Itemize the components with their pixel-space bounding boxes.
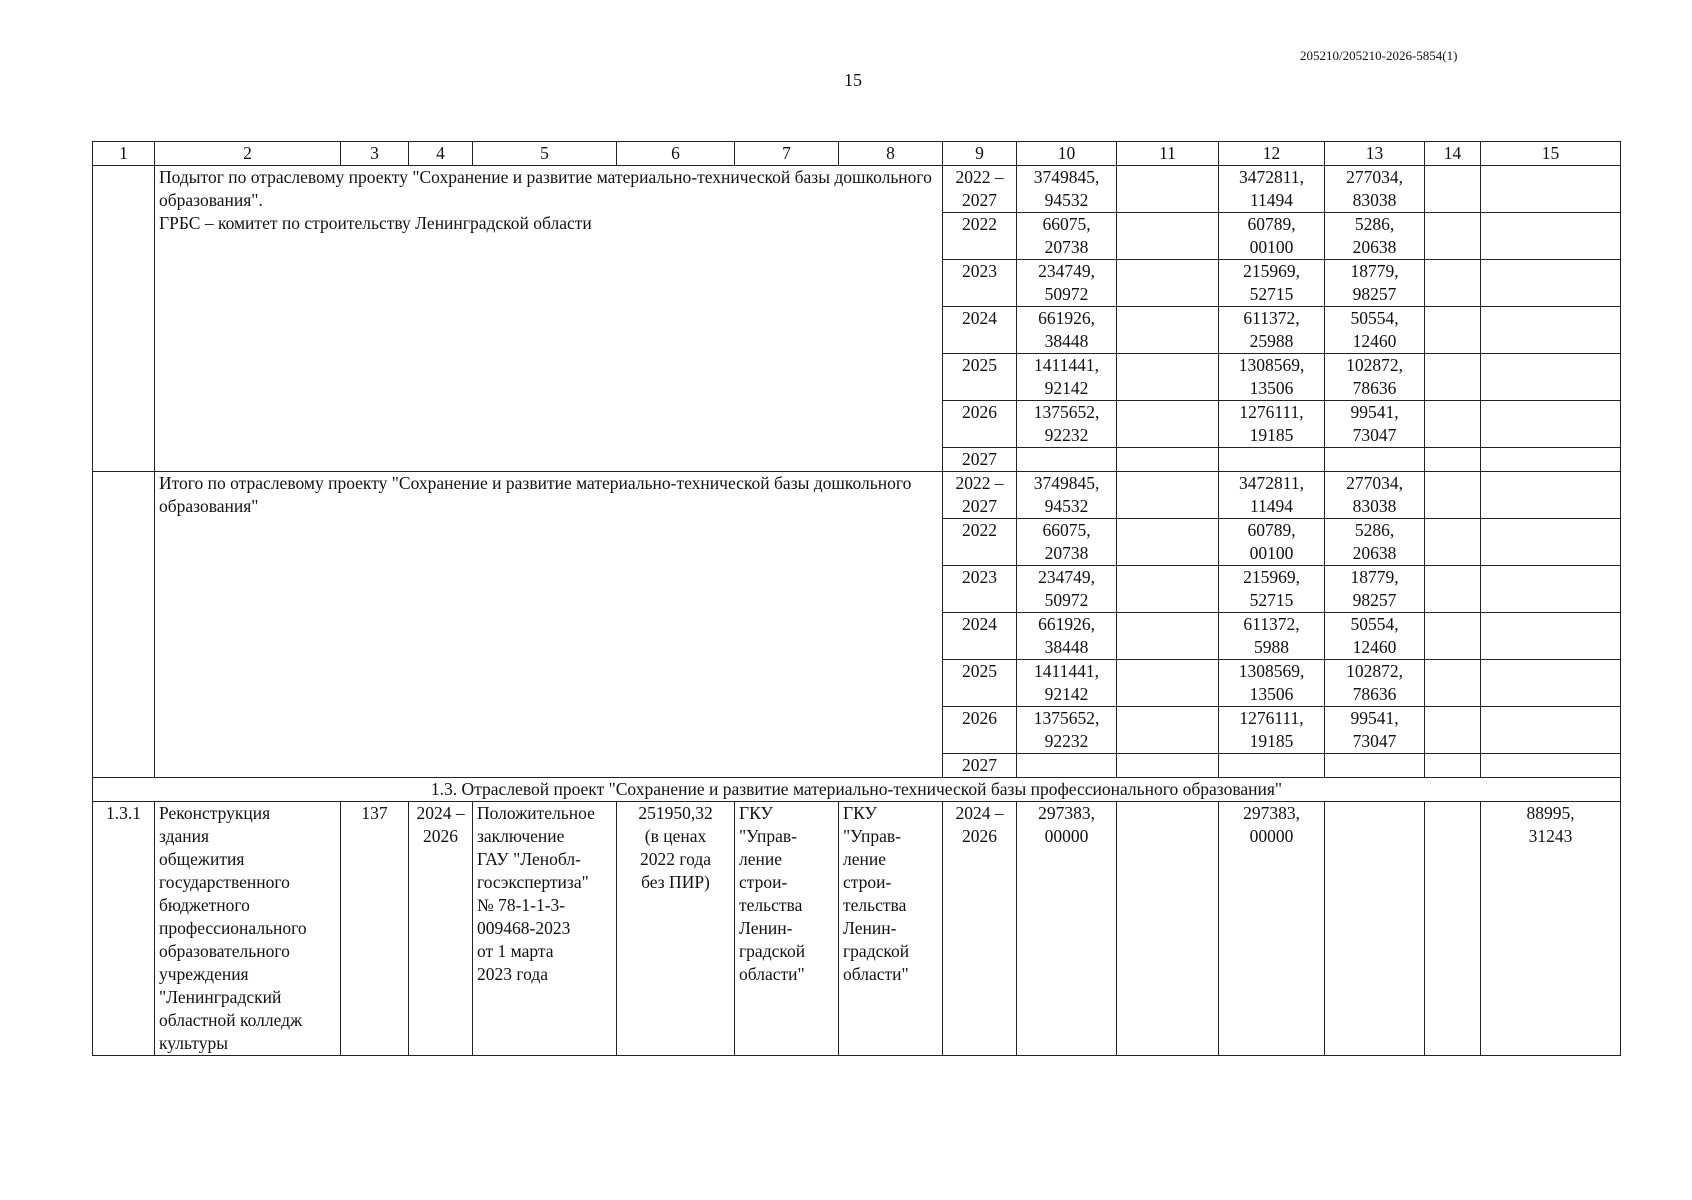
note-cell — [1481, 213, 1621, 260]
local-cell: 102872, 78636 — [1325, 354, 1425, 401]
item-period: 2024 – 2026 — [409, 802, 473, 1056]
column-header: 13 — [1325, 142, 1425, 166]
item-customer: ГКУ "Управ- ление строи- тельства Ленин- градской области" — [735, 802, 839, 1056]
year-cell: 2024 — [943, 307, 1017, 354]
year-cell: 2023 — [943, 566, 1017, 613]
year-cell: 2022 — [943, 519, 1017, 566]
item-expertise: Положительное заключение ГАУ "Ленобл- госэкспертиза" № 78-1-1-3- 009468-2023 от 1 марта 2023 года — [473, 802, 617, 1056]
item-name: Реконструкция здания общежития государственного бюджетного профессионального образовательного учреждения "Ленинградский областной колледж культуры — [155, 802, 341, 1056]
regional-cell: 611372, 25988 — [1219, 307, 1325, 354]
regional-cell — [1219, 754, 1325, 778]
total-cell — [1017, 754, 1117, 778]
column-header: 15 — [1481, 142, 1621, 166]
other-cell — [1425, 260, 1481, 307]
regional-cell: 611372, 5988 — [1219, 613, 1325, 660]
column-header: 11 — [1117, 142, 1219, 166]
item-row — [93, 802, 1621, 1056]
item-other — [1425, 802, 1481, 1056]
note-cell — [1481, 519, 1621, 566]
federal-cell — [1117, 260, 1219, 307]
subtotal-row — [93, 472, 1621, 519]
note-cell — [1481, 260, 1621, 307]
note-cell — [1481, 448, 1621, 472]
local-cell: 102872, 78636 — [1325, 660, 1425, 707]
total-cell: 661926, 38448 — [1017, 613, 1117, 660]
regional-cell — [1219, 448, 1325, 472]
other-cell — [1425, 213, 1481, 260]
column-header: 9 — [943, 142, 1017, 166]
subtotal-row — [93, 166, 1621, 213]
column-header: 6 — [617, 142, 735, 166]
federal-cell — [1117, 707, 1219, 754]
year-cell: 2025 — [943, 660, 1017, 707]
column-header: 7 — [735, 142, 839, 166]
year-cell: 2022 – 2027 — [943, 166, 1017, 213]
local-cell — [1325, 754, 1425, 778]
other-cell — [1425, 472, 1481, 519]
note-cell — [1481, 660, 1621, 707]
block-subtitle: ГРБС – комитет по строительству Ленинградской области — [159, 213, 592, 233]
row-number-cell — [93, 166, 155, 472]
column-header: 14 — [1425, 142, 1481, 166]
note-cell — [1481, 401, 1621, 448]
regional-cell: 3472811, 11494 — [1219, 472, 1325, 519]
regional-cell: 215969, 52715 — [1219, 566, 1325, 613]
total-cell: 66075, 20738 — [1017, 519, 1117, 566]
total-cell: 1375652, 92232 — [1017, 401, 1117, 448]
regional-cell: 60789, 00100 — [1219, 519, 1325, 566]
column-header: 5 — [473, 142, 617, 166]
item-capacity: 137 — [341, 802, 409, 1056]
year-cell: 2026 — [943, 401, 1017, 448]
column-header: 3 — [341, 142, 409, 166]
local-cell: 5286, 20638 — [1325, 213, 1425, 260]
other-cell — [1425, 401, 1481, 448]
column-header: 8 — [839, 142, 943, 166]
block-title: Подытог по отраслевому проекту "Сохранение и развитие материально-технической базы дошкольного образования". — [159, 167, 932, 210]
item-regional: 297383, 00000 — [1219, 802, 1325, 1056]
total-cell: 1411441, 92142 — [1017, 660, 1117, 707]
federal-cell — [1117, 166, 1219, 213]
section-row — [93, 778, 1621, 802]
total-cell: 1411441, 92142 — [1017, 354, 1117, 401]
item-years: 2024 – 2026 — [943, 802, 1017, 1056]
note-cell — [1481, 707, 1621, 754]
item-local — [1325, 802, 1425, 1056]
other-cell — [1425, 566, 1481, 613]
local-cell — [1325, 448, 1425, 472]
year-cell: 2027 — [943, 754, 1017, 778]
total-cell: 1375652, 92232 — [1017, 707, 1117, 754]
note-cell — [1481, 566, 1621, 613]
federal-cell — [1117, 754, 1219, 778]
local-cell: 5286, 20638 — [1325, 519, 1425, 566]
column-header: 1 — [93, 142, 155, 166]
column-header: 4 — [409, 142, 473, 166]
document-number: 205210/205210-2026-5854(1) — [1300, 48, 1458, 63]
total-cell: 234749, 50972 — [1017, 260, 1117, 307]
federal-cell — [1117, 213, 1219, 260]
item-total: 297383, 00000 — [1017, 802, 1117, 1056]
federal-cell — [1117, 660, 1219, 707]
note-cell — [1481, 354, 1621, 401]
regional-cell: 1276111, 19185 — [1219, 707, 1325, 754]
other-cell — [1425, 448, 1481, 472]
local-cell: 50554, 12460 — [1325, 307, 1425, 354]
page-number: 15 — [844, 70, 862, 90]
total-cell: 3749845, 94532 — [1017, 166, 1117, 213]
other-cell — [1425, 166, 1481, 213]
federal-cell — [1117, 613, 1219, 660]
column-header: 10 — [1017, 142, 1117, 166]
other-cell — [1425, 519, 1481, 566]
block-title-cell — [155, 166, 943, 472]
local-cell: 50554, 12460 — [1325, 613, 1425, 660]
total-cell: 661926, 38448 — [1017, 307, 1117, 354]
total-cell: 234749, 50972 — [1017, 566, 1117, 613]
regional-cell: 1308569, 13506 — [1219, 660, 1325, 707]
year-cell: 2024 — [943, 613, 1017, 660]
note-cell — [1481, 754, 1621, 778]
federal-cell — [1117, 354, 1219, 401]
other-cell — [1425, 754, 1481, 778]
regional-cell: 60789, 00100 — [1219, 213, 1325, 260]
budget-table — [92, 141, 1621, 1056]
year-cell: 2027 — [943, 448, 1017, 472]
column-number-row — [93, 142, 1621, 166]
other-cell — [1425, 707, 1481, 754]
regional-cell: 1308569, 13506 — [1219, 354, 1325, 401]
note-cell — [1481, 472, 1621, 519]
year-cell: 2023 — [943, 260, 1017, 307]
local-cell: 277034, 83038 — [1325, 166, 1425, 213]
year-cell: 2026 — [943, 707, 1017, 754]
item-note: 88995, 31243 — [1481, 802, 1621, 1056]
note-cell — [1481, 613, 1621, 660]
federal-cell — [1117, 566, 1219, 613]
regional-cell: 215969, 52715 — [1219, 260, 1325, 307]
item-number: 1.3.1 — [93, 802, 155, 1056]
other-cell — [1425, 307, 1481, 354]
local-cell: 18779, 98257 — [1325, 260, 1425, 307]
column-header: 12 — [1219, 142, 1325, 166]
local-cell: 277034, 83038 — [1325, 472, 1425, 519]
year-cell: 2022 — [943, 213, 1017, 260]
federal-cell — [1117, 401, 1219, 448]
column-header: 2 — [155, 142, 341, 166]
federal-cell — [1117, 307, 1219, 354]
regional-cell: 3472811, 11494 — [1219, 166, 1325, 213]
local-cell: 99541, 73047 — [1325, 401, 1425, 448]
other-cell — [1425, 613, 1481, 660]
note-cell — [1481, 307, 1621, 354]
federal-cell — [1117, 472, 1219, 519]
federal-cell — [1117, 448, 1219, 472]
regional-cell: 1276111, 19185 — [1219, 401, 1325, 448]
year-cell: 2025 — [943, 354, 1017, 401]
item-builder: ГКУ "Управ- ление строи- тельства Ленин- градской области" — [839, 802, 943, 1056]
block-title-cell — [155, 472, 943, 778]
block-title: Итого по отраслевому проекту "Сохранение и развитие материально-технической базы дошкольного образования" — [159, 473, 912, 516]
total-cell — [1017, 448, 1117, 472]
section-title: 1.3. Отраслевой проект "Сохранение и развитие материально-технической базы профессионального образования" — [93, 778, 1621, 802]
local-cell: 99541, 73047 — [1325, 707, 1425, 754]
year-cell: 2022 – 2027 — [943, 472, 1017, 519]
item-cost: 251950,32 (в ценах 2022 года без ПИР) — [617, 802, 735, 1056]
total-cell: 3749845, 94532 — [1017, 472, 1117, 519]
note-cell — [1481, 166, 1621, 213]
row-number-cell — [93, 472, 155, 778]
federal-cell — [1117, 519, 1219, 566]
other-cell — [1425, 660, 1481, 707]
local-cell: 18779, 98257 — [1325, 566, 1425, 613]
other-cell — [1425, 354, 1481, 401]
item-federal — [1117, 802, 1219, 1056]
total-cell: 66075, 20738 — [1017, 213, 1117, 260]
